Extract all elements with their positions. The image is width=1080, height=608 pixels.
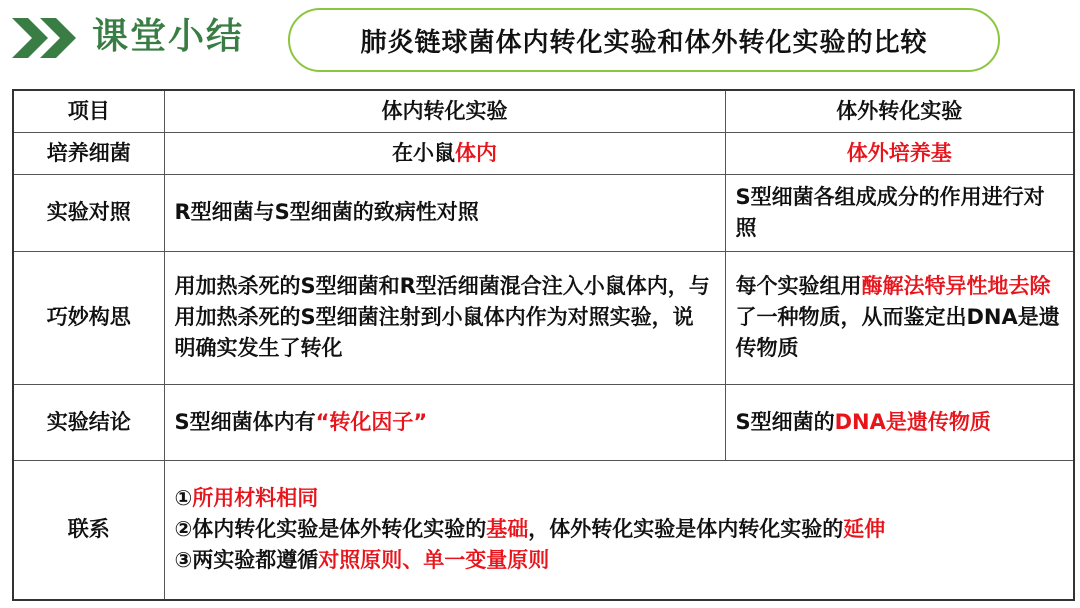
table-row-control — [13, 174, 1074, 251]
text-segment: ③两实验都遵循 — [174, 548, 319, 573]
header-in-vitro: 体外转化实验 — [725, 90, 1074, 132]
chevron-left-shape — [12, 18, 48, 58]
table-row-culture — [13, 132, 1074, 174]
table-header-row — [13, 90, 1074, 132]
table-row-conclusion — [13, 384, 1074, 460]
row-label-control: 实验对照 — [13, 174, 164, 251]
highlight-segment: 延伸 — [843, 517, 886, 542]
cell-design-in-vivo: 用加热杀死的S型细菌和R型活细菌混合注入小鼠体内，与用加热杀死的S型细菌注射到小鼠体内作为对照实验，说明确实发生了转化 — [164, 251, 725, 384]
relation-line-1 — [175, 483, 1064, 514]
text-segment: ① — [174, 486, 193, 511]
text-segment: ，体外转化实验是体内转化实验的 — [528, 517, 844, 542]
header-item: 项目 — [13, 90, 164, 132]
text-segment: 在小鼠 — [392, 140, 455, 165]
text-segment: S型细菌的 — [735, 409, 835, 434]
cell-culture-in-vivo — [164, 132, 725, 174]
highlight-segment: 基础 — [486, 517, 529, 542]
double-chevron-icon — [12, 16, 84, 60]
row-label-conclusion: 实验结论 — [13, 384, 164, 460]
cell-relation — [164, 460, 1074, 600]
highlight-segment: “转化因子” — [315, 409, 428, 434]
table-row-relation — [13, 460, 1074, 600]
row-label-relation: 联系 — [13, 460, 164, 600]
topic-banner — [288, 8, 1000, 72]
highlight-segment: 酶解法特异性地去除 — [861, 274, 1051, 298]
comparison-table — [12, 89, 1075, 601]
highlight-segment: 对照原则、单一变量原则 — [318, 548, 550, 573]
topic-text: 肺炎链球菌体内转化实验和体外转化实验的比较 — [360, 27, 928, 58]
text-segment: S型细菌体内有 — [174, 409, 316, 434]
header-in-vivo: 体内转化实验 — [164, 90, 725, 132]
highlight-segment: 所用材料相同 — [192, 486, 319, 511]
text-segment: 了一种物质，从而鉴定出DNA是遗传物质 — [735, 305, 1060, 360]
text-segment: 每个实验组用 — [735, 274, 862, 298]
cell-control-in-vivo: R型细菌与S型细菌的致病性对照 — [164, 174, 725, 251]
cell-design-in-vitro — [725, 251, 1074, 384]
cell-conclusion-in-vivo — [164, 384, 725, 460]
row-label-design: 巧妙构思 — [13, 251, 164, 384]
cell-conclusion-in-vitro — [725, 384, 1074, 460]
highlight-segment: 体内 — [455, 140, 497, 165]
text-segment: ②体内转化实验是体外转化实验的 — [174, 517, 487, 542]
row-label-culture: 培养细菌 — [13, 132, 164, 174]
relation-line-2 — [175, 514, 1064, 545]
cell-culture-in-vitro — [725, 132, 1074, 174]
highlight-segment: DNA是遗传物质 — [834, 409, 991, 434]
lesson-title: 课堂小结 — [92, 16, 245, 57]
table-row-design — [13, 251, 1074, 384]
cell-control-in-vitro: S型细菌各组成成分的作用进行对照 — [725, 174, 1074, 251]
highlight-segment: 体外培养基 — [846, 140, 952, 165]
relation-line-3 — [175, 545, 1064, 576]
